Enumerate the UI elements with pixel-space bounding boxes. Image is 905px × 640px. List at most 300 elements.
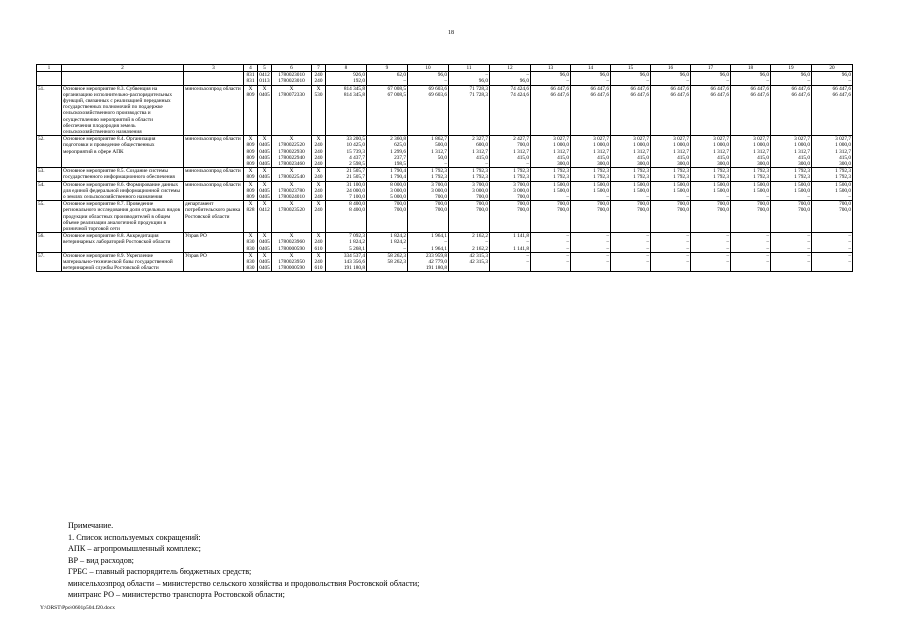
- value-line: 96,0: [841, 72, 851, 79]
- page-number: 18: [448, 30, 454, 36]
- value-line: –: [848, 233, 851, 240]
- value-line: 0405: [259, 91, 270, 98]
- table-row: [37, 201, 853, 233]
- executor-cell: Управ РО: [184, 233, 244, 253]
- value-line: 96,0: [599, 72, 609, 79]
- header-cell: 9: [367, 65, 408, 72]
- value-cell: [272, 72, 312, 85]
- value-line: –: [726, 252, 729, 259]
- value-line: 415,0: [798, 154, 810, 161]
- value-cell: [326, 201, 367, 233]
- value-line: [732, 265, 769, 271]
- value-line: 1 792,3: [794, 168, 810, 175]
- value-line: 42 315,3: [469, 252, 488, 259]
- value-line: 1 141,8: [513, 233, 529, 240]
- value-line: [612, 265, 649, 271]
- value-cell: [731, 72, 771, 85]
- value-line: –: [526, 239, 529, 246]
- value-line: 1 964,1: [431, 245, 447, 252]
- value-line: –: [606, 193, 609, 200]
- value-line: [572, 265, 609, 271]
- value-line: 1 790,4: [390, 168, 406, 175]
- value-line: –: [726, 245, 729, 252]
- value-line: 1780072330: [278, 91, 305, 98]
- value-cell: [272, 85, 312, 136]
- value-cell: [367, 136, 408, 168]
- value-line: 1 500,0: [835, 187, 851, 194]
- notes-line: АПК – агропромышленный комплекс;: [68, 544, 201, 553]
- measure-name-cell: [62, 72, 184, 85]
- value-cell: [651, 181, 691, 201]
- value-line: 300,0: [557, 160, 569, 167]
- item-number-cell: 57.: [37, 252, 62, 272]
- value-line: –: [566, 245, 569, 252]
- value-line: 1 312,7: [472, 148, 488, 155]
- value-cell: [367, 233, 408, 253]
- value-line: –: [766, 78, 769, 85]
- value-cell: [326, 85, 367, 136]
- header-cell: 8: [326, 65, 367, 72]
- value-line: 1780023520: [278, 207, 305, 214]
- value-line: –: [726, 233, 729, 240]
- header-cell: 15: [611, 65, 651, 72]
- value-line: –: [807, 245, 810, 252]
- value-line: 3 700,0: [472, 181, 488, 188]
- value-cell: [408, 85, 449, 136]
- value-line: 415,0: [476, 154, 488, 161]
- value-line: 700,0: [435, 207, 447, 214]
- value-line: 1780000590: [278, 245, 305, 252]
- value-cell: [611, 72, 651, 85]
- value-cell: [326, 168, 367, 181]
- value-line: 700,0: [557, 201, 569, 208]
- value-line: 3 027,7: [835, 136, 851, 143]
- value-line: 415,0: [597, 154, 609, 161]
- value-cell: [449, 136, 490, 168]
- value-line: –: [848, 252, 851, 259]
- measure-name-cell: Основное мероприятие 8.9. Укрепление материально-технической базы государственной ветеринарной службы Ростовской области: [62, 252, 184, 272]
- value-cell: [812, 201, 853, 233]
- value-line: X: [248, 85, 253, 92]
- value-cell: [449, 201, 490, 233]
- value-line: 7 092,3: [349, 233, 365, 240]
- value-line: 1 790,4: [390, 174, 406, 181]
- value-cell: [571, 72, 611, 85]
- value-line: –: [766, 258, 769, 265]
- value-cell: [571, 233, 611, 253]
- value-line: 2 327,7: [472, 136, 488, 143]
- value-cell: [244, 181, 258, 201]
- value-cell: [611, 168, 651, 181]
- value-cell: [812, 168, 853, 181]
- value-line: 600,0: [476, 142, 488, 149]
- value-cell: [691, 136, 731, 168]
- value-line: 1 312,7: [431, 148, 447, 155]
- value-line: 1 000,0: [673, 142, 689, 149]
- value-line: –: [485, 72, 488, 79]
- header-cell: 7: [312, 65, 326, 72]
- value-line: [450, 265, 488, 271]
- value-line: 96,0: [519, 78, 529, 85]
- value-line: 1 792,3: [713, 174, 729, 181]
- value-line: 1 792,3: [713, 168, 729, 175]
- value-cell: [272, 233, 312, 253]
- value-cell: [651, 201, 691, 233]
- value-line: 3 027,7: [553, 136, 569, 143]
- value-line: 830: [246, 265, 255, 272]
- value-line: 1 792,3: [633, 168, 649, 175]
- value-line: 1 000,0: [553, 142, 569, 149]
- value-cell: [449, 72, 490, 85]
- value-line: 3 000,0: [431, 187, 447, 194]
- value-line: 1 500,0: [673, 181, 689, 188]
- value-line: 1 792,3: [835, 174, 851, 181]
- value-cell: [611, 85, 651, 136]
- value-cell: [691, 233, 731, 253]
- value-line: 191 180,8: [343, 265, 365, 272]
- value-cell: [651, 85, 691, 136]
- value-cell: [408, 72, 449, 85]
- value-line: 42 779,0: [428, 258, 447, 265]
- value-line: 96,0: [559, 72, 569, 79]
- value-cell: [691, 168, 731, 181]
- value-line: 3 027,7: [593, 136, 609, 143]
- value-cell: [244, 252, 258, 272]
- value-line: 3 027,7: [633, 136, 649, 143]
- value-cell: [244, 136, 258, 168]
- notes-line: ГРБС – главный распорядитель бюджетных средств;: [68, 567, 252, 576]
- value-line: 809: [246, 193, 255, 200]
- value-line: 1 824,2: [390, 233, 406, 240]
- value-line: 96,0: [759, 72, 769, 79]
- value-line: –: [566, 239, 569, 246]
- value-line: –: [766, 239, 769, 246]
- value-line: 700,0: [757, 201, 769, 208]
- value-line: –: [848, 245, 851, 252]
- value-cell: [312, 168, 326, 181]
- value-line: –: [848, 258, 851, 265]
- value-line: 66 447,6: [791, 85, 810, 92]
- value-cell: [490, 233, 531, 253]
- value-cell: [571, 168, 611, 181]
- value-line: 926,0: [353, 72, 365, 79]
- value-line: 1 500,0: [593, 181, 609, 188]
- value-line: 1780023960: [278, 239, 305, 246]
- value-line: 610: [314, 245, 323, 252]
- value-cell: [571, 181, 611, 201]
- value-line: –: [646, 252, 649, 259]
- value-cell: [326, 136, 367, 168]
- value-cell: [312, 201, 326, 233]
- value-line: 700,0: [517, 193, 529, 200]
- value-cell: [731, 85, 771, 136]
- header-cell: 6: [272, 65, 312, 72]
- value-line: –: [726, 239, 729, 246]
- value-cell: [812, 233, 853, 253]
- value-line: X: [262, 181, 267, 188]
- value-line: 1 964,1: [431, 233, 447, 240]
- value-line: 4 437,7: [349, 154, 365, 161]
- value-line: 96,0: [639, 72, 649, 79]
- value-line: 1 792,3: [431, 174, 447, 181]
- value-line: 700,0: [839, 207, 851, 214]
- value-line: [652, 265, 689, 271]
- value-cell: [408, 233, 449, 253]
- value-line: 198,5: [394, 160, 406, 167]
- value-line: 1 862,7: [431, 136, 447, 143]
- value-line: 2 427,7: [513, 136, 529, 143]
- value-cell: [531, 136, 571, 168]
- value-line: 24 000,0: [346, 187, 365, 194]
- value-line: X: [248, 181, 253, 188]
- notes-title: Примечание.: [68, 521, 114, 530]
- value-cell: [531, 168, 571, 181]
- value-line: 1 792,3: [673, 168, 689, 175]
- value-line: –: [686, 193, 689, 200]
- table-row: [37, 85, 853, 136]
- value-line: 15 739,3: [346, 148, 365, 155]
- value-line: 809: [246, 154, 255, 161]
- value-line: 74 424,6: [510, 85, 529, 92]
- value-line: 191 180,8: [425, 265, 447, 272]
- value-line: 415,0: [557, 154, 569, 161]
- value-cell: [490, 136, 531, 168]
- value-line: 0405: [259, 258, 270, 265]
- value-line: 240: [314, 148, 323, 155]
- notes-line: ВР – вид расходов;: [68, 555, 134, 565]
- value-line: 66 447,6: [590, 91, 609, 98]
- value-line: 828: [246, 207, 255, 214]
- value-line: 830: [246, 239, 255, 246]
- header-cell: 11: [449, 65, 490, 72]
- value-line: –: [766, 233, 769, 240]
- measure-name-cell: Основное мероприятие 8.8. Аккредитация ветеринарных лабораторий Ростовской области: [62, 233, 184, 253]
- value-line: 143 356,6: [343, 258, 365, 265]
- value-line: –: [526, 160, 529, 167]
- value-line: –: [566, 78, 569, 85]
- value-line: 1780024010: [278, 193, 305, 200]
- executor-cell: минсельхозпрод области: [184, 168, 244, 181]
- value-line: –: [848, 78, 851, 85]
- value-line: 1 500,0: [794, 187, 810, 194]
- value-line: X: [248, 252, 253, 259]
- value-cell: [651, 233, 691, 253]
- value-line: 66 447,6: [670, 85, 689, 92]
- value-line: 1 824,2: [390, 239, 406, 246]
- value-line: 66 447,6: [670, 91, 689, 98]
- value-line: 66 447,6: [750, 85, 769, 92]
- header-cell: 10: [408, 65, 449, 72]
- value-cell: [272, 252, 312, 272]
- value-cell: [771, 85, 812, 136]
- executor-cell: [184, 72, 244, 85]
- value-line: 1 792,3: [593, 168, 609, 175]
- notes-line: минтранс РО – министерство транспорта Ростовской области;: [68, 590, 285, 599]
- table-row: [37, 136, 853, 168]
- value-line: –: [403, 78, 406, 85]
- value-line: 3 700,0: [513, 181, 529, 188]
- value-line: 66 447,6: [550, 91, 569, 98]
- value-cell: [449, 181, 490, 201]
- value-line: –: [807, 193, 810, 200]
- value-line: 66 447,6: [832, 91, 851, 98]
- value-line: 66 447,6: [630, 91, 649, 98]
- value-cell: [490, 72, 531, 85]
- item-number-cell: 56.: [37, 233, 62, 253]
- value-cell: [731, 252, 771, 272]
- value-line: X: [262, 168, 267, 175]
- value-cell: [408, 181, 449, 201]
- value-line: 610: [314, 265, 323, 272]
- value-line: 1 000,0: [593, 142, 609, 149]
- value-cell: [272, 181, 312, 201]
- value-line: X: [316, 201, 321, 208]
- value-line: 96,0: [679, 72, 689, 79]
- value-line: –: [566, 233, 569, 240]
- value-line: 814 345,8: [343, 91, 365, 98]
- value-line: 3 027,7: [753, 136, 769, 143]
- value-cell: [651, 252, 691, 272]
- value-line: 69 603,6: [428, 85, 447, 92]
- value-line: 1 792,3: [553, 168, 569, 175]
- header-cell: 18: [731, 65, 771, 72]
- header-cell: 4: [244, 65, 258, 72]
- value-cell: [691, 181, 731, 201]
- value-line: 300,0: [798, 160, 810, 167]
- value-line: –: [807, 258, 810, 265]
- value-line: 1 299,6: [390, 148, 406, 155]
- value-line: –: [444, 78, 447, 85]
- value-cell: [244, 233, 258, 253]
- notes-line: минсельхозпрод области – министерство сельского хозяйства и продовольствия Ростовской области;: [68, 578, 420, 588]
- value-line: 1 792,3: [431, 168, 447, 175]
- value-cell: [258, 85, 272, 136]
- table-row: [37, 233, 853, 253]
- value-line: 0405: [259, 148, 270, 155]
- value-cell: [771, 201, 812, 233]
- value-line: 700,0: [597, 201, 609, 208]
- value-cell: [312, 233, 326, 253]
- value-line: –: [766, 193, 769, 200]
- value-line: 1 312,7: [713, 148, 729, 155]
- value-line: 1 000,0: [835, 142, 851, 149]
- value-line: 814 345,8: [343, 85, 365, 92]
- value-line: –: [606, 245, 609, 252]
- value-cell: [490, 85, 531, 136]
- measure-name-cell: Основное мероприятие 8.7. Проведение регионального исследования доли отдельных видов продукции областных производителей в общем объеме реализации аналогичной продукции в розничной торговой сети: [62, 201, 184, 233]
- value-line: 1 500,0: [553, 181, 569, 188]
- value-line: 66 447,6: [590, 85, 609, 92]
- value-line: 21 505,7: [346, 168, 365, 175]
- value-line: 96,0: [800, 72, 810, 79]
- value-cell: [258, 233, 272, 253]
- measure-name-cell: Основное мероприятие 8.4. Организация подготовки и проведение общественных мероприятий в сфере АПК: [62, 136, 184, 168]
- value-cell: [531, 181, 571, 201]
- value-line: 5 000,0: [390, 193, 406, 200]
- value-line: 415,0: [517, 154, 529, 161]
- value-line: 700,0: [476, 207, 488, 214]
- value-line: 1 500,0: [553, 187, 569, 194]
- value-line: 31 100,0: [346, 181, 365, 188]
- value-line: X: [262, 201, 267, 208]
- value-line: 33 200,5: [346, 136, 365, 143]
- value-cell: [531, 85, 571, 136]
- value-line: X: [289, 201, 294, 208]
- value-line: 192,0: [353, 78, 365, 85]
- value-line: –: [807, 233, 810, 240]
- item-number-cell: 54.: [37, 181, 62, 201]
- value-line: 1 792,3: [513, 174, 529, 181]
- value-cell: [367, 72, 408, 85]
- value-cell: [771, 252, 812, 272]
- value-cell: [771, 72, 812, 85]
- value-cell: [272, 201, 312, 233]
- value-cell: [571, 252, 611, 272]
- value-line: –: [606, 239, 609, 246]
- measure-name-cell: Основное мероприятие 8.3. Субвенция на организацию исполнительно-распорядительных функций, связанных с реализацией переданных государственных полномочий по поддержке сельскохозяйственного производства и осуществлению мероприятий в области обеспечения плодородия земель сельскохозяйственного назначения: [62, 85, 184, 136]
- value-cell: [611, 136, 651, 168]
- item-number-cell: 51.: [37, 85, 62, 136]
- value-line: 1 500,0: [593, 187, 609, 194]
- notes-block: [68, 520, 419, 601]
- value-line: 415,0: [717, 154, 729, 161]
- value-line: 1780023010: [278, 72, 305, 79]
- value-line: 66 447,6: [630, 85, 649, 92]
- value-line: 809: [246, 187, 255, 194]
- value-line: 0412: [259, 207, 270, 214]
- value-line: 1 500,0: [713, 187, 729, 194]
- value-line: 3 700,0: [431, 181, 447, 188]
- value-cell: [312, 85, 326, 136]
- item-number-cell: 52.: [37, 136, 62, 168]
- value-line: 240: [314, 174, 323, 181]
- value-line: 1 312,7: [835, 148, 851, 155]
- header-cell: 13: [531, 65, 571, 72]
- value-cell: [367, 85, 408, 136]
- value-cell: [691, 85, 731, 136]
- item-number-cell: 55.: [37, 201, 62, 233]
- value-line: 96,0: [478, 78, 488, 85]
- value-cell: [258, 201, 272, 233]
- value-cell: [326, 233, 367, 253]
- value-line: –: [686, 252, 689, 259]
- value-line: 700,0: [597, 207, 609, 214]
- value-line: 58 262,3: [387, 252, 406, 259]
- value-line: –: [646, 245, 649, 252]
- value-line: 809: [246, 142, 255, 149]
- value-line: [692, 265, 729, 271]
- value-line: 1 792,3: [472, 174, 488, 181]
- value-line: 1 500,0: [713, 181, 729, 188]
- value-line: 0405: [259, 142, 270, 149]
- value-cell: [449, 233, 490, 253]
- value-cell: [611, 233, 651, 253]
- value-cell: [449, 168, 490, 181]
- value-line: 1 792,3: [673, 174, 689, 181]
- value-line: –: [766, 245, 769, 252]
- value-line: [368, 265, 406, 271]
- value-line: X: [262, 233, 267, 240]
- value-line: –: [766, 252, 769, 259]
- value-cell: [490, 181, 531, 201]
- value-line: 1 000,0: [794, 142, 810, 149]
- value-line: 233 959,8: [425, 252, 447, 259]
- value-line: –: [485, 239, 488, 246]
- value-cell: [571, 136, 611, 168]
- table-header-row: [37, 65, 853, 72]
- value-cell: [651, 168, 691, 181]
- value-line: 809: [246, 91, 255, 98]
